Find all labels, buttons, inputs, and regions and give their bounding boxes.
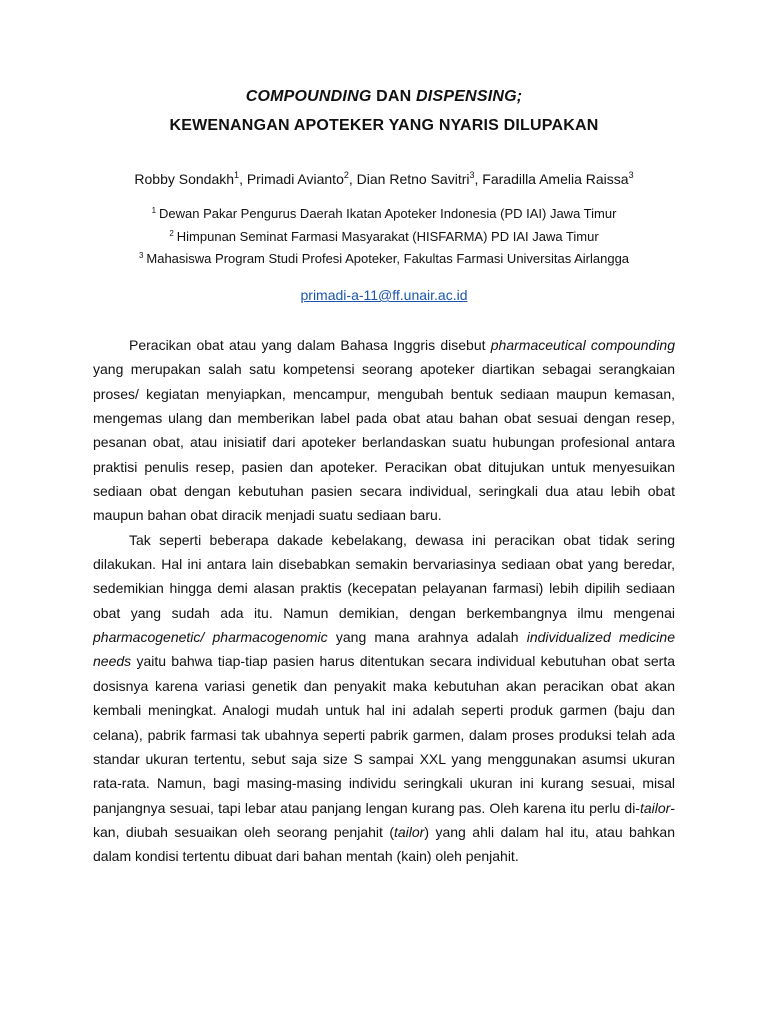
email-link[interactable]: primadi-a-11@ff.unair.ac.id xyxy=(300,287,468,303)
italic-term: tailor xyxy=(394,823,425,840)
title-dan: DAN xyxy=(371,88,417,105)
paragraph-text: yang merupakan salah satu kompetensi seorang apoteker diartikan sebagai serangkaian proses/ kegiatan menyiapkan, mencampur, mengubah bentuk sediaan maupun kemasan, mengemas ulang dan memberikan label pada obat atau bahan obat sesuai dengan resep, pesanan obat, atau inisiatif dari apoteker berlandaskan suatu hubungan profesional antara praktisi penulis resep, pasien dan apoteker. Peracikan obat ditujukan untuk menyesuikan sediaan obat dengan kebutuhan pasien secara individual, seringkali dua atau lebih obat maupun bahan obat diracik menjadi suatu sediaan baru. xyxy=(93,361,675,524)
paragraph xyxy=(93,333,675,528)
paragraph-text: -kan, diubah sesuaikan oleh seorang penjahit ( xyxy=(93,799,675,840)
affiliation-text: Himpunan Seminat Farmasi Masyarakat (HISFARMA) PD IAI Jawa Timur xyxy=(176,229,599,244)
italic-term: individualized medicine needs xyxy=(93,629,675,670)
title-compounding: COMPOUNDING xyxy=(245,88,372,105)
paper-title-line-1 xyxy=(0,88,768,106)
author-separator: , xyxy=(348,171,357,187)
paragraph xyxy=(93,528,675,869)
italic-term: pharmaceutical compounding xyxy=(490,337,675,353)
author-name: Dian Retno Savitri xyxy=(356,171,470,187)
author-separator: , xyxy=(474,171,483,187)
body-text xyxy=(93,333,675,869)
paragraph-text: yaitu bahwa tiap-tiap pasien harus ditentukan secara individual kebutuhan obat serta dosisnya karena variasi genetik dan penyakit maka kebutuhan akan peracikan obat akan kembali meningkat. Analogi mudah untuk hal ini adalah seperti produk garmen (baju dan celana), pabrik farmasi tak ubahnya seperti pabrik garmen, dalam proses produksi telah ada standar ukuran tertentu, sebut saja size S sampai XXL yang menggunakan asumsi ukuran rata-rata. Namun, bagi masing-masing individu seringkali ukuran ini kurang sesuai, misal panjangnya sesuai, tapi lebar atau panjang lengan kurang pas. Oleh karena itu perlu di- xyxy=(93,653,675,816)
italic-term: pharmacogenetic/ pharmacogenomic xyxy=(93,629,328,646)
affiliation-marker: 3 xyxy=(138,251,144,260)
author-name: Faradilla Amelia Raissa xyxy=(482,171,629,187)
affiliation-text: Mahasiswa Program Studi Profesi Apoteker, Fakultas Farmasi Universitas Airlangga xyxy=(146,251,630,266)
author-affiliation-marker: 1 xyxy=(234,170,240,180)
italic-term: tailor xyxy=(639,799,671,816)
paper-title-line-2: KEWENANGAN APOTEKER YANG NYARIS DILUPAKAN xyxy=(169,117,599,134)
affiliation-3 xyxy=(0,251,768,266)
author-separator: , xyxy=(239,171,247,187)
author-affiliation-marker: 3 xyxy=(628,170,634,180)
author-list xyxy=(0,171,768,187)
title-dispensing: DISPENSING; xyxy=(416,88,523,105)
paragraph-text: Tak seperti beberapa dakade kebelakang, dewasa ini peracikan obat tidak sering dilakukan. Hal ini antara lain disebabkan semakin bervariasinya sediaan obat yang beredar, sedemikian hingga demi alasan praktis (kecepatan pelayanan farmasi) lebih dipilih sediaan obat yang sudah ada itu. Namun demikian, dengan berkembangnya ilmu mengenai xyxy=(93,531,675,621)
author-affiliation-marker: 3 xyxy=(469,170,475,180)
affiliation-marker: 1 xyxy=(151,206,157,215)
author-name: Robby Sondakh xyxy=(134,171,235,187)
affiliation-text: Dewan Pakar Pengurus Daerah Ikatan Apoteker Indonesia (PD IAI) Jawa Timur xyxy=(159,206,617,221)
paragraph-text: yang mana arahnya adalah xyxy=(327,629,527,646)
paragraph-text: ) yang ahli dalam hal itu, atau bahkan dalam kondisi tertentu dibuat dari bahan mentah (kain) oleh penjahit. xyxy=(93,823,675,865)
contact-email xyxy=(0,287,768,303)
author-name: Primadi Avianto xyxy=(246,171,344,187)
affiliation-marker: 2 xyxy=(169,229,174,238)
author-affiliation-marker: 2 xyxy=(343,170,349,180)
affiliation-1 xyxy=(0,206,768,221)
paragraph-text: Peracikan obat atau yang dalam Bahasa Inggris disebut xyxy=(129,337,491,353)
affiliation-2 xyxy=(0,229,768,244)
